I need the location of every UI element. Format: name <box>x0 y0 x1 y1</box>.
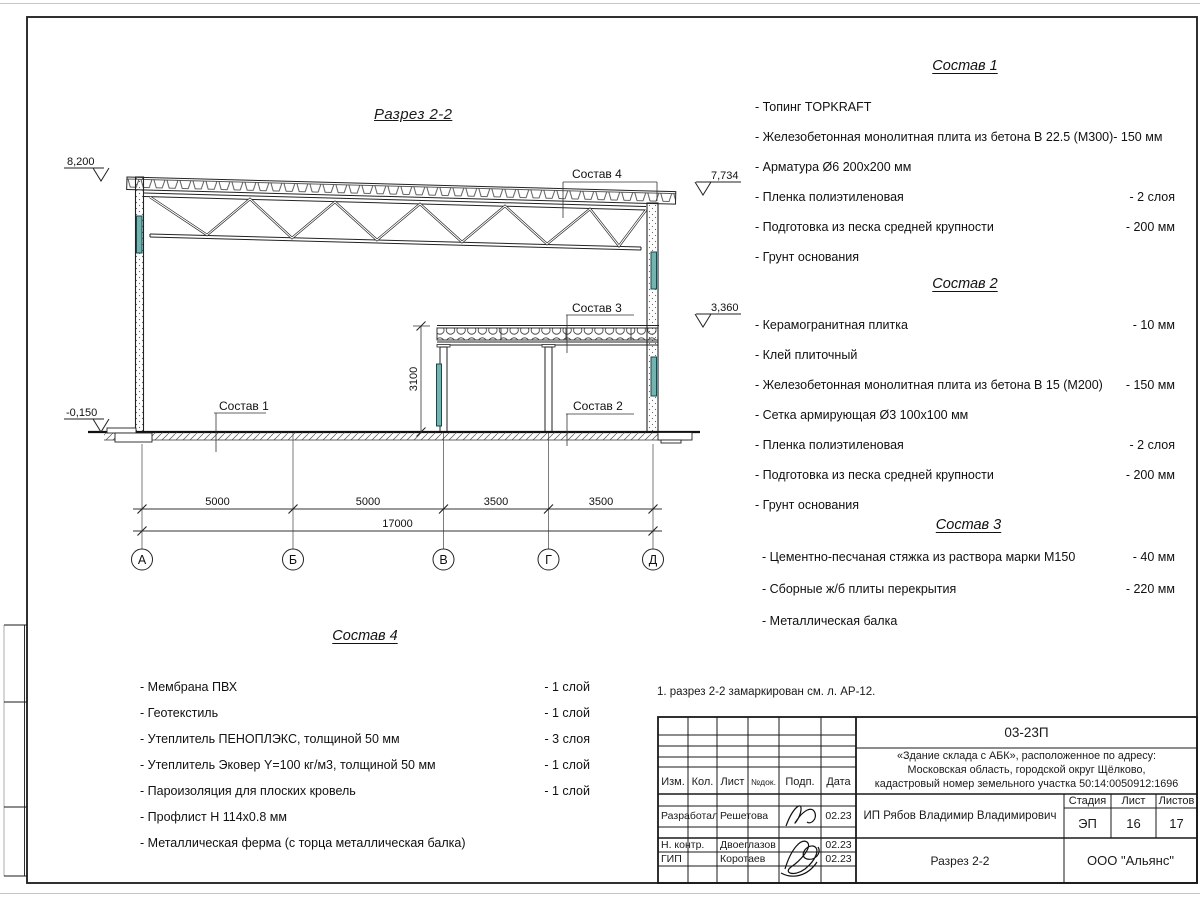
row-date: 02.23 <box>825 853 852 865</box>
signature-gip <box>781 841 819 876</box>
sheets-label: Листов <box>1158 795 1195 807</box>
stage-label: Стадия <box>1068 795 1107 807</box>
layer-value: - 40 мм <box>1132 550 1175 564</box>
row-name: Двоеглазов <box>720 839 776 851</box>
axis-lines <box>142 433 653 549</box>
row-date: 02.23 <box>825 810 852 822</box>
composition-list-3 <box>762 517 1175 646</box>
col-podp: Подп. <box>785 775 815 788</box>
floor-slab <box>88 432 700 440</box>
composition-title: Состав 1 <box>932 58 998 74</box>
layer-name: - Грунт основания <box>755 250 860 264</box>
layer-row <box>755 130 1175 160</box>
sheet-note: 1. разрез 2-2 замаркирован см. л. АР-12. <box>657 686 876 698</box>
sheet-label: Лист <box>1121 795 1146 807</box>
callout-sostav4: Состав 4 <box>572 167 622 181</box>
layer-value: - 150 мм <box>1125 378 1175 392</box>
height-dimension <box>408 322 430 437</box>
dim-height-label: 3100 <box>408 366 420 392</box>
elevation-mezzanine: 3,360 <box>711 302 739 314</box>
client-name: ИП Рябов Владимир Владимирович <box>863 810 1057 822</box>
layer-name: - Пленка полиэтиленовая <box>755 438 904 452</box>
object-description: «Здание склада с АБК», расположенное по адресу: Московская область, городской округ Щёлково, кадастровый номер земельного участка 50:14:0050912:1696 <box>874 750 1179 790</box>
layer-row <box>755 348 1175 378</box>
axis-bubble-a: А <box>137 553 147 567</box>
layer-row <box>755 438 1175 468</box>
elevation-floor: -0,150 <box>66 407 98 419</box>
dim-total: 17000 <box>382 518 413 530</box>
layer-name: - Металлическая ферма (с торца металлическая балка) <box>140 836 466 850</box>
interior-columns <box>437 345 555 433</box>
stage-value: ЭП <box>1078 815 1097 831</box>
layer-name: - Грунт основания <box>755 498 860 512</box>
layer-name: - Геотекстиль <box>140 706 219 720</box>
drawing-name: Разрез 2-2 <box>930 853 990 868</box>
composition-title: Состав 4 <box>332 628 398 644</box>
layer-name: - Клей плиточный <box>755 348 858 362</box>
organization: ООО "Альянс" <box>1087 853 1174 868</box>
layer-row <box>762 550 1175 582</box>
highlighted-columns <box>137 216 657 426</box>
composition-list-2 <box>755 276 1175 528</box>
axis-bubble-d: Д <box>648 553 658 567</box>
layer-row <box>755 100 1175 130</box>
layer-value: - 200 мм <box>1125 468 1175 482</box>
layer-name: - Подготовка из песка средней крупности <box>755 468 994 482</box>
layer-name: - Утеплитель ПЕНОПЛЭКС, толщиной 50 мм <box>140 732 400 746</box>
callout-sostav3: Состав 3 <box>572 301 622 315</box>
axis-bubble-v: В <box>439 553 448 567</box>
layer-name: - Пароизоляция для плоских кровель <box>140 784 356 798</box>
row-role: ГИП <box>661 853 682 865</box>
layer-value: - 1 слой <box>544 758 590 772</box>
col-list: Лист <box>720 775 745 788</box>
layer-name: - Железобетонная монолитная плита из бетона В 22.5 (М300)- 150 мм <box>755 130 1163 144</box>
row-role: Н. контр. <box>661 839 705 851</box>
composition-title: Состав 2 <box>932 276 998 292</box>
layer-row <box>140 784 590 810</box>
layer-value: - 3 слоя <box>544 732 590 746</box>
row-name: Коротаев <box>720 853 766 865</box>
callout-sostav1: Состав 1 <box>219 399 269 413</box>
layer-row <box>140 836 590 862</box>
layer-row <box>755 190 1175 220</box>
callout-sostav2: Состав 2 <box>573 399 623 413</box>
layer-row <box>140 810 590 836</box>
row-date: 02.23 <box>825 839 852 851</box>
layer-name: - Железобетонная монолитная плита из бетона В 15 (М200) <box>755 378 1103 392</box>
section-title: Разрез 2-2 <box>374 106 453 123</box>
doc-code: 03-23П <box>1004 725 1049 740</box>
layer-value: - 2 слоя <box>1129 190 1175 204</box>
dim-a-b: 5000 <box>205 496 230 508</box>
col-data: Дата <box>826 775 851 788</box>
axis-bubbles <box>132 549 664 570</box>
layer-name: - Утеплитель Эковер Y=100 кг/м3, толщиной 50 мм <box>140 758 436 772</box>
composition-list-4 <box>140 628 590 862</box>
layer-row <box>762 582 1175 614</box>
col-ndoc: №док. <box>751 776 776 787</box>
col-kol: Кол. <box>691 775 714 788</box>
layer-name: - Профлист Н 114х0.8 мм <box>140 810 287 824</box>
right-wall <box>647 203 658 432</box>
layer-row <box>755 408 1175 438</box>
axis-bubble-b: Б <box>288 553 298 567</box>
col-izm: Изм. <box>661 775 685 788</box>
layer-row <box>755 220 1175 250</box>
layer-row <box>140 706 590 732</box>
layer-value: - 1 слой <box>544 680 590 694</box>
layer-row <box>755 378 1175 408</box>
elevation-roof-left: 8,200 <box>67 156 95 168</box>
layer-name: - Мембрана ПВХ <box>140 680 238 694</box>
layer-row <box>140 680 590 706</box>
layer-name: - Сборные ж/б плиты перекрытия <box>762 582 957 596</box>
layer-row <box>755 160 1175 190</box>
dim-b-v: 5000 <box>355 496 381 508</box>
left-wall <box>136 177 144 432</box>
layer-value: - 200 мм <box>1125 220 1175 234</box>
row-role: Разработал <box>661 810 719 822</box>
layer-value: - 10 мм <box>1132 318 1175 332</box>
layer-row <box>755 468 1175 498</box>
sheet-number: 16 <box>1126 815 1141 831</box>
dim-v-g: 3500 <box>483 496 509 508</box>
dim-g-d: 3500 <box>588 496 614 508</box>
layer-value: - 2 слоя <box>1129 438 1175 452</box>
layer-name: - Цементно-песчаная стяжка из раствора марки М150 <box>762 550 1076 564</box>
layer-row <box>755 318 1175 348</box>
layer-name: - Сетка армирующая Ø3 100х100 мм <box>755 408 969 422</box>
layer-value: - 1 слой <box>544 784 590 798</box>
composition-title: Состав 3 <box>935 517 1002 533</box>
left-margin-strip <box>4 625 27 876</box>
sheets-total: 17 <box>1169 815 1184 831</box>
dimension-labels <box>205 496 613 530</box>
layer-name: - Топинг TOPKRAFT <box>755 100 872 114</box>
mezzanine-slab <box>437 326 659 346</box>
layer-name: - Металлическая балка <box>762 614 898 628</box>
row-name: Решетова <box>720 810 769 822</box>
layer-row <box>762 614 1175 646</box>
signature-developer <box>786 806 815 826</box>
layer-name: - Подготовка из песка средней крупности <box>755 220 994 234</box>
layer-row <box>140 732 590 758</box>
layer-value: - 1 слой <box>544 706 590 720</box>
layer-name: - Арматура Ø6 200х200 мм <box>755 160 912 174</box>
layer-name: - Пленка полиэтиленовая <box>755 190 904 204</box>
layer-row <box>140 758 590 784</box>
layer-name: - Керамогранитная плитка <box>755 318 908 332</box>
composition-list-1 <box>755 58 1175 280</box>
layer-value: - 220 мм <box>1125 582 1175 596</box>
axis-bubble-g: Г <box>545 553 552 567</box>
elevation-roof-right: 7,734 <box>711 170 739 182</box>
